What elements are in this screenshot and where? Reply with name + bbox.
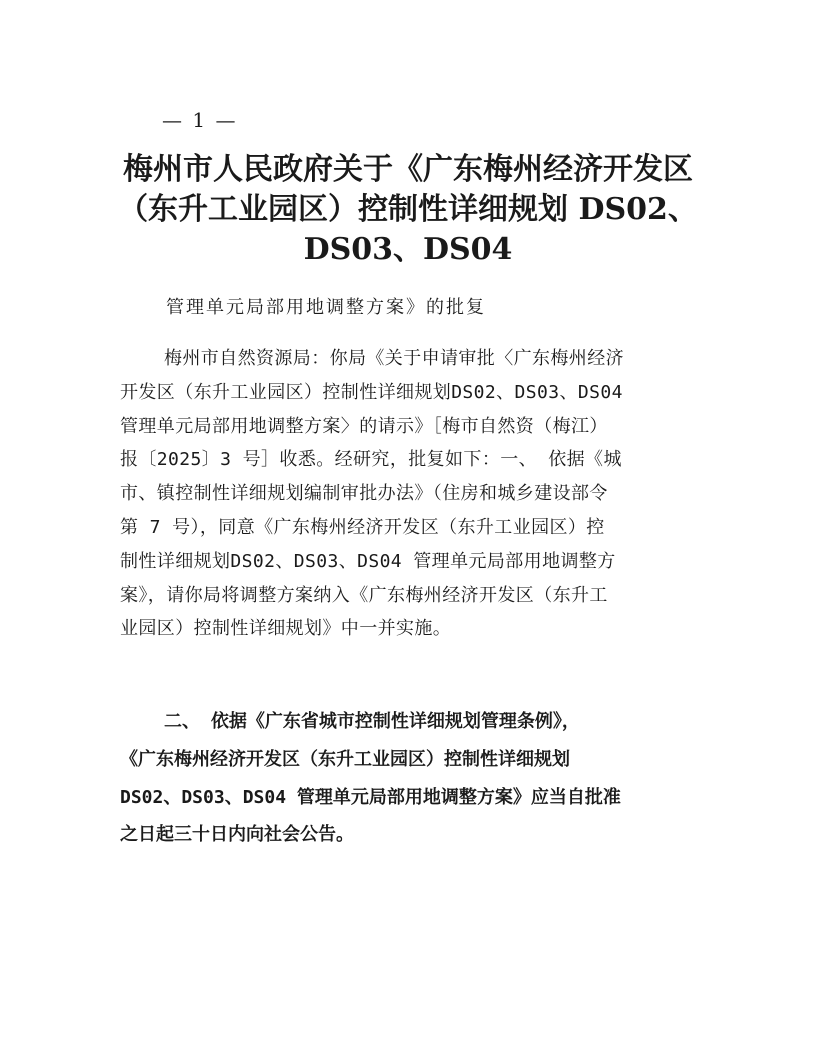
paragraph-line: DS02、DS03、DS04 管理单元局部用地调整方案》应当自批准	[120, 786, 621, 808]
page-number: — 1 —	[162, 108, 238, 132]
paragraph-line: 第 7 号），同意《广东梅州经济开发区（东升工业园区）控	[120, 516, 605, 538]
paragraph-line: 管理单元局部用地调整方案〉的请示》［梅市自然资（梅江）	[120, 415, 608, 437]
title-line-2: （东升工业园区）控制性详细规划 DS02、	[118, 192, 698, 227]
paragraph-line: 之日起三十日内向社会公告。	[120, 824, 354, 846]
paragraph-line: 报〔2025〕3 号］收悉。经研究，批复如下：一、 依据《城	[120, 449, 622, 471]
paragraph-line: 开发区（东升工业园区）控制性详细规划DS02、DS03、DS04	[120, 381, 623, 403]
paragraph-line: 《广东梅州经济开发区（东升工业园区）控制性详细规划	[120, 748, 570, 770]
paragraph-line: 制性详细规划DS02、DS03、DS04 管理单元局部用地调整方	[120, 550, 616, 572]
title-line-3: DS03、DS04	[303, 232, 513, 267]
paragraph-line: 梅州市自然资源局：你局《关于申请审批〈广东梅州经济	[164, 348, 624, 369]
paragraph-line: 二、 依据《广东省城市控制性详细规划管理条例》，	[164, 711, 580, 732]
paragraph-one	[120, 342, 710, 646]
document-subtitle: 管理单元局部用地调整方案》的批复	[166, 297, 486, 318]
paragraph-line: 市、镇控制性详细规划编制审批办法》（住房和城乡建设部令	[120, 483, 608, 505]
paragraph-two	[120, 703, 720, 854]
document-title	[108, 150, 708, 270]
paragraph-line: 业园区）控制性详细规划》中一并实施。	[120, 618, 452, 640]
title-line-1: 梅州市人民政府关于《广东梅州经济开发区	[123, 152, 693, 187]
paragraph-line: 案》，请你局将调整方案纳入《广东梅州经济开发区（东升工	[120, 584, 608, 606]
